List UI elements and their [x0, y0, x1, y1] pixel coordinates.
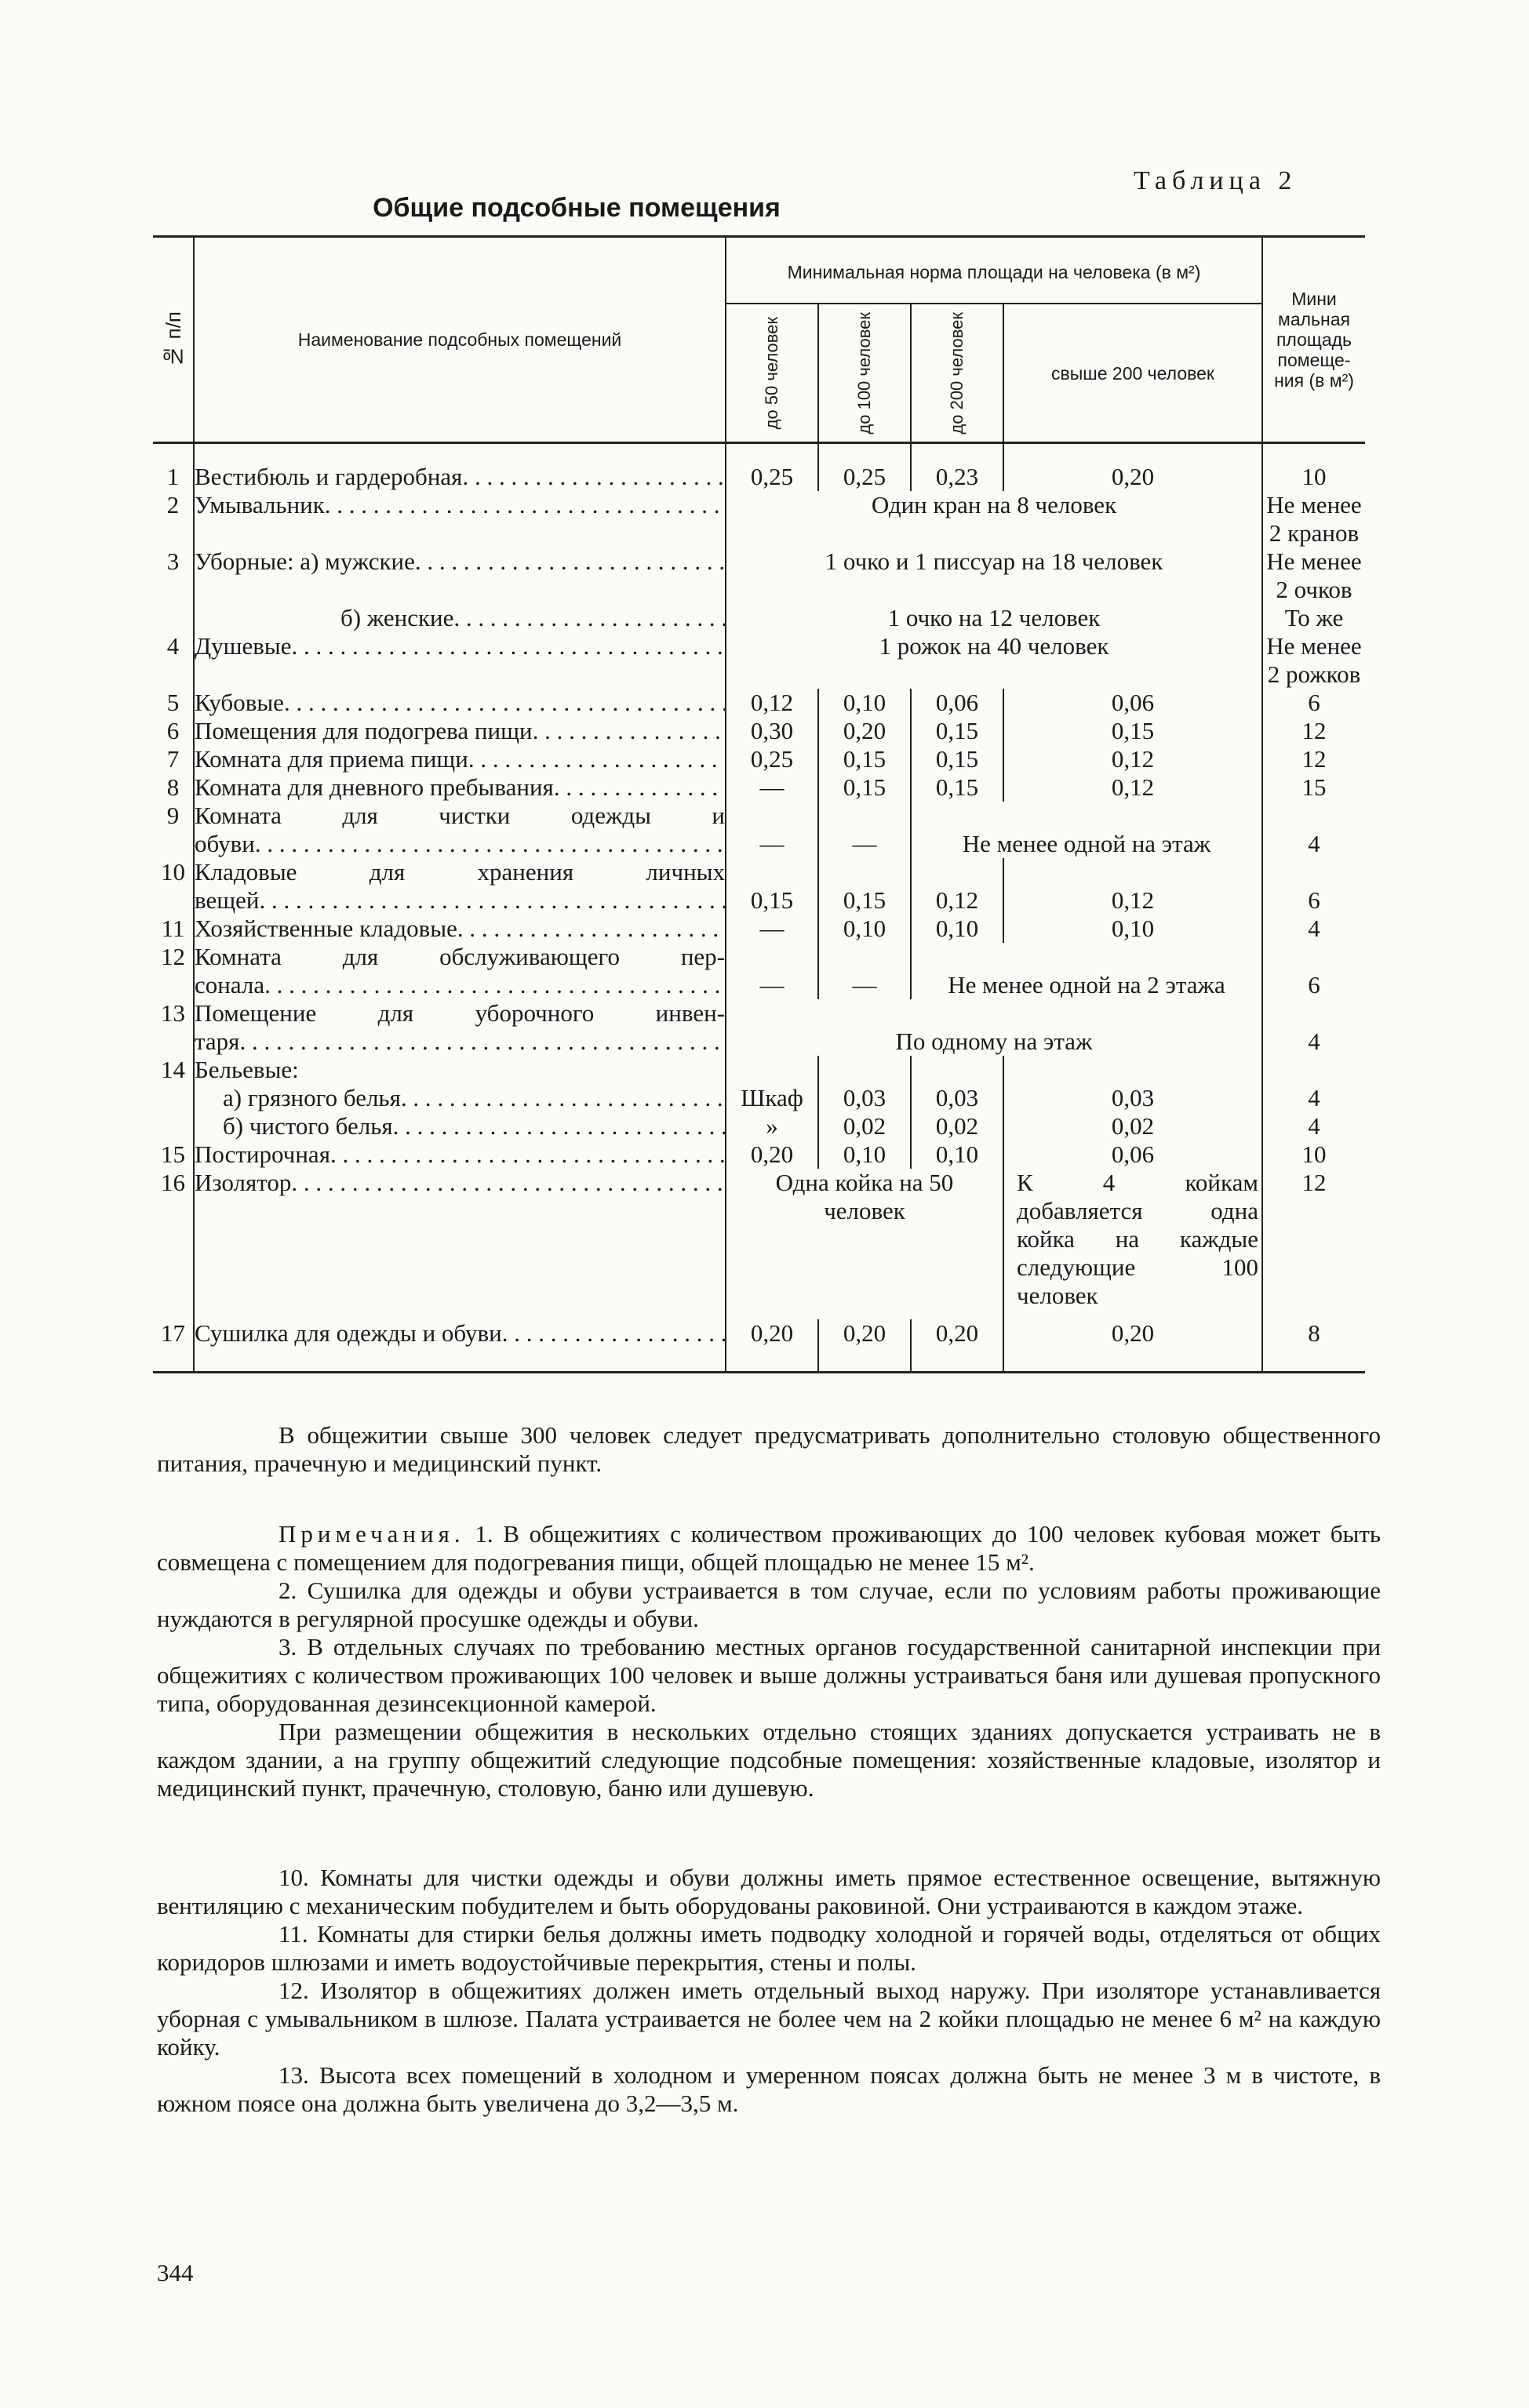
table-row: 11 Хозяйственные кладовые . . . — 0,10 0,10 0,10 4: [153, 915, 1365, 943]
clauses-block: [157, 1864, 1381, 2118]
clause-12: 12. Изолятор в общежитиях должен иметь отдельный выход наружу. При изоляторе устанавливается уборная с умывальником в шлюзе. Палата устраивается не более чем на 2 койки площадью не менее 6 м² на каждую койку.: [157, 1977, 1381, 2061]
header-up-to-100: до 100 человек: [818, 304, 911, 443]
table-row: 1 Вестибюль и гардеробная . . . 0,25 0,25 0,23 0,20 10: [153, 463, 1365, 491]
table-row: 14 Бельевые:: [153, 1056, 1365, 1084]
header-norm-group: Минимальная норма площади на человека (в м²): [726, 237, 1262, 304]
table-row: 2 Умывальник . . . Один кран на 8 человек Не менее 2 кранов: [153, 491, 1365, 547]
table-row: 12 Комната для обслуживающего пер- сонала . . . — — Не менее одной на 2 этажа 6: [153, 943, 1365, 999]
header-over-200: свыше 200 человек: [1003, 304, 1262, 443]
clause-13: 13. Высота всех помещений в холодном и умеренном поясах должна быть не менее 3 м в чистоте, в южном поясе она должна быть увеличена до 3,2—3,5 м.: [157, 2061, 1381, 2117]
table-row: 10 Кладовые для хранения личных вещей . . . 0,15 0,15 0,12 0,12 6: [153, 858, 1365, 915]
table-row: 17 Сушилка для одежды и обуви . . . 0,20 0,20 0,20 0,20 8: [153, 1319, 1365, 1348]
table-row: 3 Уборные: а) мужские . . . 1 очко и 1 писсуар на 18 человек Не менее 2 очков: [153, 547, 1365, 604]
header-num: № п/п: [153, 237, 194, 443]
table-row: б) чистого белья . . . » 0,02 0,02 0,02 4: [153, 1112, 1365, 1140]
table-title: Общие подсобные помещения: [373, 193, 781, 223]
page-number: 344: [157, 2259, 194, 2286]
notes-heading: Примечания.: [278, 1520, 465, 1548]
clause-10: 10. Комнаты для чистки одежды и обуви должны иметь прямое естественное освещение, вытяжную вентиляцию с механическим побудителем и быть оборудованы раковиной. Они устраиваются в каждом этаже.: [157, 1864, 1381, 1919]
table-row: 13 Помещение для уборочного инвен- таря . . . По одному на этаж 4: [153, 999, 1365, 1056]
note-3: 3. В отдельных случаях по требованию местных органов государственной санитарной инспекции при общежитиях с количеством проживающих 100 человек и выше должны устраиваться баня или душевая пропускного типа, оборудованная дезинсекционной камерой.: [157, 1633, 1381, 1717]
table-row: 4 Душевые . . . 1 рожок на 40 человек Не менее 2 рожков: [153, 632, 1365, 689]
table-label: Таблица 2: [1134, 166, 1298, 195]
table-row: б) женские . . . 1 очко на 12 человек То же: [153, 604, 1365, 632]
table-row: 16 Изолятор . . . Одна койка на 50 человек К 4 койкам добавляется одна койка на каждые следующие 100 человек 12: [153, 1169, 1365, 1319]
header-up-to-50: до 50 человек: [726, 304, 818, 443]
table-row: 7 Комната для приема пищи . . . 0,25 0,15 0,15 0,12 12: [153, 745, 1365, 773]
note-4: При размещении общежития в нескольких отдельно стоящих зданиях допускается устраивать не в каждом здании, а на группу общежитий следующие подсобные помещения: хозяйственные кладовые, изолятор и медицинский пункт, прачечную, столовую, баню или душевую.: [157, 1718, 1381, 1802]
header-name: Наименование подсобных помещений: [194, 237, 726, 443]
header-min-area: Мини мальная площадь помеще-ния (в м²): [1262, 237, 1365, 443]
clause-11: 11. Комнаты для стирки белья должны иметь подводку холодной и горячей воды, отделяться от общих коридоров шлюзами и иметь водоустойчивые перекрытия, стены и полы.: [157, 1920, 1381, 1976]
table-row: 9 Комната для чистки одежды и обуви . . . — — Не менее одной на этаж 4: [153, 802, 1365, 858]
table-row: 6 Помещения для подогрева пищи . . . 0,30 0,20 0,15 0,15 12: [153, 717, 1365, 745]
table-row: а) грязного белья . . . Шкаф 0,03 0,03 0,03 4: [153, 1084, 1365, 1112]
header-up-to-200: до 200 человек: [911, 304, 1003, 443]
facilities-table: [153, 235, 1365, 1373]
table-paragraph: В общежитии свыше 300 человек следует предусматривать дополнительно столовую общественного питания, прачечную и медицинский пункт.: [157, 1421, 1381, 1477]
table-row: 5 Кубовые . . . 0,12 0,10 0,06 0,06 6: [153, 689, 1365, 717]
notes-block: Примечания. 1. В общежитиях с количеством проживающих до 100 человек кубовая может быть совмещена с помещением для подогревания пищи, общей площадью не менее 15 м². 2. Сушилка для одежды и обуви устраивается в том случае, если по условиям работы проживающие нуждаются в регулярной просушке одежды и обуви. 3. В отдельных случаях по требованию местных органов государственной санитарной инспекции при общежитиях с количеством проживающих 100 человек и выше должны устраиваться баня или душевая пропускного типа, оборудованная дезинсекционной камерой. При размещении общежития в нескольких отдельно стоящих зданиях допускается устраивать не в каждом здании, а на группу общежитий следующие подсобные помещения: хозяйственные кладовые, изолятор и медицинский пункт, прачечную, столовую, баню или душевую.: [157, 1520, 1381, 1802]
table-row: 8 Комната для дневного пребывания . . . — 0,15 0,15 0,12 15: [153, 773, 1365, 802]
table-row: 15 Постирочная . . . 0,20 0,10 0,10 0,06 10: [153, 1140, 1365, 1169]
note-2: 2. Сушилка для одежды и обуви устраивается в том случае, если по условиям работы проживающие нуждаются в регулярной просушке одежды и обуви.: [157, 1577, 1381, 1632]
